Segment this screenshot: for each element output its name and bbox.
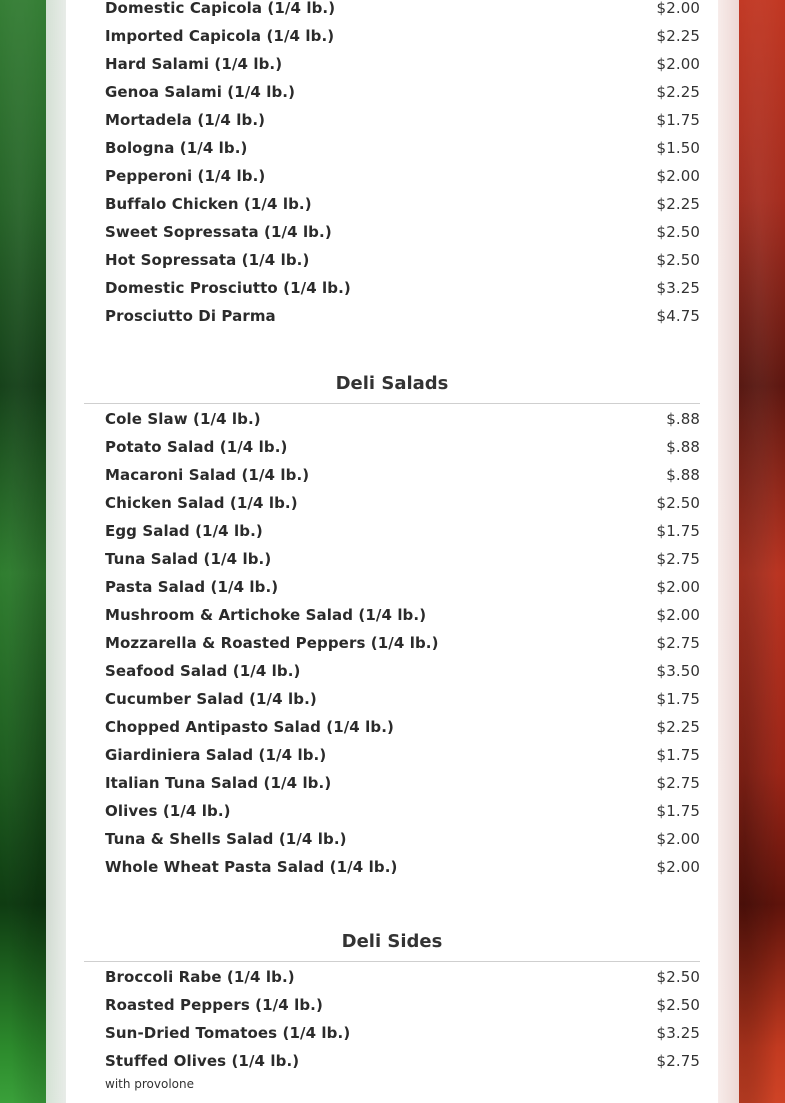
menu-item-name: Macaroni Salad (1/4 lb.) xyxy=(105,466,310,484)
menu-item-price: $2.00 xyxy=(656,578,700,596)
menu-item-name: Imported Capicola (1/4 lb.) xyxy=(105,27,335,45)
menu-item-price: $2.00 xyxy=(656,55,700,73)
menu-item-price: $1.50 xyxy=(656,139,700,157)
menu-item-price: $1.75 xyxy=(656,522,700,540)
menu-item-price: $2.25 xyxy=(656,83,700,101)
menu-item-price: $2.25 xyxy=(656,27,700,45)
menu-item-name: Pasta Salad (1/4 lb.) xyxy=(105,578,279,596)
section-title: Deli Sides xyxy=(341,931,443,952)
menu-item-price: $.88 xyxy=(666,438,700,456)
menu-item[interactable] xyxy=(84,190,700,218)
menu-content xyxy=(84,0,700,1093)
menu-item[interactable] xyxy=(84,545,700,573)
menu-item-name: Broccoli Rabe (1/4 lb.) xyxy=(105,968,295,986)
menu-item[interactable] xyxy=(84,853,700,881)
menu-item-name: Potato Salad (1/4 lb.) xyxy=(105,438,288,456)
menu-item-name: Cucumber Salad (1/4 lb.) xyxy=(105,690,317,708)
menu-item[interactable] xyxy=(84,489,700,517)
menu-item[interactable] xyxy=(84,246,700,274)
menu-item[interactable] xyxy=(84,517,700,545)
menu-item-name: Egg Salad (1/4 lb.) xyxy=(105,522,263,540)
menu-item-name: Chopped Antipasto Salad (1/4 lb.) xyxy=(105,718,394,736)
menu-item-name: Whole Wheat Pasta Salad (1/4 lb.) xyxy=(105,858,398,876)
meats-list xyxy=(84,0,700,330)
menu-item[interactable] xyxy=(84,134,700,162)
menu-item-price: $2.00 xyxy=(656,830,700,848)
menu-item-name: Seafood Salad (1/4 lb.) xyxy=(105,662,301,680)
menu-item-name: Mortadela (1/4 lb.) xyxy=(105,111,266,129)
menu-item[interactable] xyxy=(84,685,700,713)
menu-item[interactable] xyxy=(84,461,700,489)
menu-item[interactable] xyxy=(84,629,700,657)
menu-item[interactable] xyxy=(84,218,700,246)
menu-item[interactable] xyxy=(84,991,700,1019)
menu-item-name: Domestic Capicola (1/4 lb.) xyxy=(105,0,336,17)
menu-item-name: Mushroom & Artichoke Salad (1/4 lb.) xyxy=(105,606,427,624)
menu-item[interactable] xyxy=(84,1047,700,1075)
menu-item-price: $2.50 xyxy=(656,968,700,986)
menu-item-name: Buffalo Chicken (1/4 lb.) xyxy=(105,195,312,213)
menu-item-name: Stuffed Olives (1/4 lb.) xyxy=(105,1052,300,1070)
menu-item[interactable] xyxy=(84,713,700,741)
menu-item-price: $3.25 xyxy=(656,279,700,297)
menu-item-name: Bologna (1/4 lb.) xyxy=(105,139,248,157)
deli-sides-section xyxy=(84,928,700,1093)
flag-white-fade-left xyxy=(46,0,66,1103)
menu-item-price: $1.75 xyxy=(656,802,700,820)
menu-item-name: Mozzarella & Roasted Peppers (1/4 lb.) xyxy=(105,634,439,652)
menu-item[interactable] xyxy=(84,797,700,825)
menu-item-price: $2.50 xyxy=(656,996,700,1014)
menu-item-price: $.88 xyxy=(666,410,700,428)
menu-item[interactable] xyxy=(84,433,700,461)
menu-item-name: Sweet Sopressata (1/4 lb.) xyxy=(105,223,332,241)
menu-item[interactable] xyxy=(84,573,700,601)
menu-item-price: $1.75 xyxy=(656,111,700,129)
menu-item[interactable] xyxy=(84,0,700,22)
menu-item[interactable] xyxy=(84,1019,700,1047)
menu-item-price: $2.75 xyxy=(656,774,700,792)
menu-item-name: Tuna & Shells Salad (1/4 lb.) xyxy=(105,830,347,848)
menu-item-price: $3.25 xyxy=(656,1024,700,1042)
menu-item[interactable] xyxy=(84,302,700,330)
section-title: Deli Salads xyxy=(335,373,449,394)
menu-item-price: $4.75 xyxy=(656,307,700,325)
menu-item-price: $2.00 xyxy=(656,858,700,876)
menu-item[interactable] xyxy=(84,274,700,302)
menu-item-name: Chicken Salad (1/4 lb.) xyxy=(105,494,298,512)
menu-item-price: $2.50 xyxy=(656,494,700,512)
menu-item-name: Olives (1/4 lb.) xyxy=(105,802,231,820)
menu-item[interactable] xyxy=(84,106,700,134)
menu-item-name: Roasted Peppers (1/4 lb.) xyxy=(105,996,323,1014)
menu-item[interactable] xyxy=(84,162,700,190)
menu-item-price: $2.75 xyxy=(656,1052,700,1070)
menu-item-price: $.88 xyxy=(666,466,700,484)
menu-item[interactable] xyxy=(84,78,700,106)
menu-item-name: Hard Salami (1/4 lb.) xyxy=(105,55,283,73)
menu-item-price: $1.75 xyxy=(656,690,700,708)
menu-item[interactable] xyxy=(84,825,700,853)
menu-item-price: $2.50 xyxy=(656,251,700,269)
menu-item-note: with provolone xyxy=(105,1077,195,1091)
menu-item-price: $2.25 xyxy=(656,195,700,213)
menu-item-price: $3.50 xyxy=(656,662,700,680)
menu-item[interactable] xyxy=(84,22,700,50)
menu-panel xyxy=(66,0,718,1103)
menu-item-price: $2.00 xyxy=(656,606,700,624)
menu-item-price: $1.75 xyxy=(656,746,700,764)
flag-white-fade-right xyxy=(718,0,739,1103)
menu-item-price: $2.25 xyxy=(656,718,700,736)
menu-item-price: $2.00 xyxy=(656,0,700,17)
menu-item-price: $2.50 xyxy=(656,223,700,241)
menu-item-name: Genoa Salami (1/4 lb.) xyxy=(105,83,296,101)
menu-item[interactable] xyxy=(84,963,700,991)
deli-salads-section xyxy=(84,370,700,881)
menu-item[interactable] xyxy=(84,601,700,629)
menu-item-name: Tuna Salad (1/4 lb.) xyxy=(105,550,272,568)
menu-item-price: $2.75 xyxy=(656,634,700,652)
menu-item-name: Pepperoni (1/4 lb.) xyxy=(105,167,266,185)
menu-item-price: $2.75 xyxy=(656,550,700,568)
menu-item[interactable] xyxy=(84,50,700,78)
menu-item[interactable] xyxy=(84,657,700,685)
menu-item[interactable] xyxy=(84,405,700,433)
menu-item-name: Prosciutto Di Parma xyxy=(105,307,276,325)
menu-item-name: Hot Sopressata (1/4 lb.) xyxy=(105,251,310,269)
menu-item-name: Cole Slaw (1/4 lb.) xyxy=(105,410,261,428)
menu-item-name: Italian Tuna Salad (1/4 lb.) xyxy=(105,774,332,792)
menu-item[interactable] xyxy=(84,741,700,769)
menu-item-name: Sun-Dried Tomatoes (1/4 lb.) xyxy=(105,1024,351,1042)
menu-item-name: Domestic Prosciutto (1/4 lb.) xyxy=(105,279,351,297)
menu-item[interactable] xyxy=(84,769,700,797)
menu-item-name: Giardiniera Salad (1/4 lb.) xyxy=(105,746,327,764)
menu-item-price: $2.00 xyxy=(656,167,700,185)
